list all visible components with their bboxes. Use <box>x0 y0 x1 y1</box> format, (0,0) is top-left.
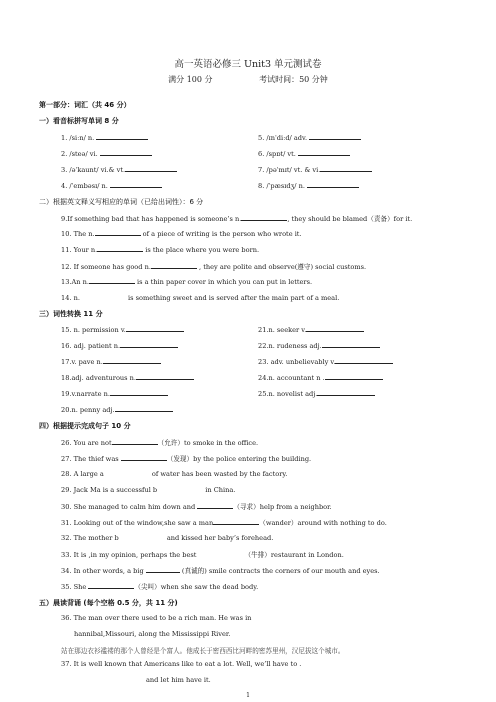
q37-line1: 37. It is well known that Americans like to eat a lot. Well, we’ll have to . <box>61 660 302 668</box>
q27: 27. The thief was （发现）by the police entering the building. <box>61 455 312 463</box>
q16: 16. adj. patient n. <box>61 341 178 350</box>
q33: 33. It is ,in my opinion, perhaps the best （牛排）restaurant in London. <box>61 551 344 559</box>
q7: 7. /pəˈmɪt/ vt. & vi. <box>258 165 372 174</box>
q32: 32. The mother b and kissed her baby’s forehead. <box>61 534 274 542</box>
q21: 21.n. seeker v. <box>258 325 364 334</box>
q36-line2: hannibal,Missouri, along the Mississippi River. <box>74 630 231 638</box>
q20: 20.n. penny adj. <box>61 405 173 414</box>
q15: 15. n. permission v. <box>61 325 184 334</box>
q4: 4. /ˈembəsɪ/ n. <box>61 181 162 190</box>
score-text: 满分 100 分 <box>168 75 213 84</box>
sub4-heading: 四）根据提示完成句子 10 分 <box>39 422 131 430</box>
page-title: 高一英语必修三 Unit3 单元测试卷 <box>174 59 322 70</box>
q18: 18.adj. adventurous n. <box>61 373 194 382</box>
q30: 30. She managed to calm him down and （寻求）help from a neighbor. <box>61 503 332 511</box>
q24: 24.n. accountant n . <box>258 373 383 382</box>
q19: 19.v.narrate n. <box>61 389 168 398</box>
q23: 23. adv. unbelievably v. <box>258 357 393 366</box>
q25: 25.n. novelist adj. <box>258 389 375 398</box>
q35: 35. She （尖叫）when she saw the dead body. <box>61 583 259 591</box>
q12: 12. If someone has good n. , they are polite and observe(遵守) social customs. <box>61 263 367 271</box>
q31: 31. Looking out of the window,she saw a man （wander）around with nothing to do. <box>61 519 387 527</box>
q13: 13.An n. is a thin paper cover in which you can put in letters. <box>61 278 313 286</box>
q26: 26. You are not （允许）to smoke in the office. <box>61 439 259 447</box>
q5: 5. /ɪnˈdiːd/ adv. <box>258 133 361 142</box>
q8: 8. /ˈpæsɪdʒ/ n. <box>258 181 359 190</box>
q10: 10. The n. of a piece of writing is the person who wrote it. <box>61 230 302 238</box>
q28: 28. A large a of water has been wasted by the factory. <box>61 470 288 478</box>
q3: 3. /əˈkaunt/ vi.& vt. <box>61 165 177 174</box>
part1-heading: 第一部分：词汇（共 46 分） <box>39 101 131 109</box>
sub3-heading: 三）词性转换 11 分 <box>39 310 103 318</box>
q1: 1. /siːn/ n. <box>61 133 148 142</box>
q9: 9.If something bad that has happened is someone’s n. , they should be blamed（责备）for it. <box>61 215 413 223</box>
q37-line2: and let him have it. <box>146 676 211 684</box>
q14: 14. n. is something sweet and is served after the main part of a meal. <box>61 294 340 302</box>
q36-line1: 36. The man over there used to be a rich man. He was in <box>61 614 252 622</box>
exam-info <box>0 74 496 85</box>
time-text: 考试时间：50 分钟 <box>259 75 328 84</box>
q2: 2. /steə/ vi. <box>61 149 152 158</box>
q34: 34. In other words, a big (真诚的) smile contracts the corners of our mouth and eyes. <box>61 567 380 575</box>
q36-translation: 站在那边衣衫褴褛的那个人曾经是个富人。他成长于密西西比河畔的密苏里州，汉尼拔这个城市。 <box>61 647 345 655</box>
q6: 6. /spɒt/ vt. <box>258 149 350 158</box>
q22: 22.n. rudeness adj. <box>258 341 380 350</box>
q29: 29. Jack Ma is a successful b in China. <box>61 486 236 494</box>
sub2-heading: 二）根据英文释义写相应的单词（已给出词性）：6 分 <box>39 198 204 206</box>
q11: 11. Your n. is the place where you were born. <box>61 246 260 254</box>
q17: 17.v. pave n. <box>61 357 161 366</box>
sub1-heading: 一）看音标拼写单词 8 分 <box>39 117 119 125</box>
sub5-heading: 五）晨读背诵 (每个空格 0.5 分，共 11 分) <box>39 599 178 607</box>
page-number: 1 <box>246 692 250 699</box>
